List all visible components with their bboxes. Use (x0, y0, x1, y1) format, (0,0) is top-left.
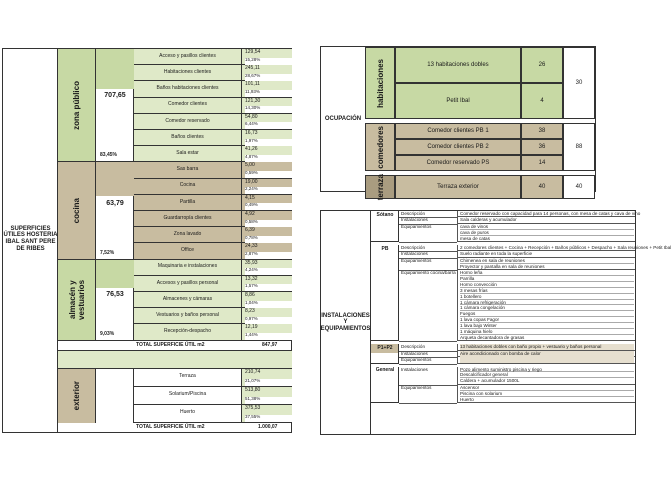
instalaciones-value-line: 1 lava bajo Winter (460, 323, 634, 329)
ocupacion-group-total: 40 (563, 175, 595, 199)
zone-subtotal-band (96, 49, 134, 89)
ocupacion-row-value: 36 (521, 139, 563, 155)
exterior-row-value-cell (242, 405, 292, 423)
instalaciones-level-name: PB (371, 245, 399, 254)
surface-spacer-row (58, 351, 292, 369)
instalaciones-level-cell (371, 211, 399, 242)
ocupacion-row-value: 4 (521, 83, 563, 119)
instalaciones-level-name: Sótano (371, 211, 399, 220)
instalaciones-value-line: 1 cámara congelación (460, 305, 634, 311)
zone-label-cell (58, 260, 96, 341)
exterior-subtotal-cell (96, 369, 134, 423)
exterior-row-label: Solarium/Piscina (134, 387, 242, 405)
instalaciones-row-key: Instalaciones (401, 217, 428, 223)
zone-percent: 9,03% (100, 330, 115, 337)
surface-row-pct: 14,30% (245, 106, 292, 113)
ocupacion-row-value: 14 (521, 155, 563, 171)
instalaciones-value-line: Fuegos (460, 311, 634, 317)
zone-label-cell (58, 49, 96, 162)
instalaciones-row-values (457, 357, 635, 363)
instalaciones-value-line: Horno leña (460, 270, 634, 276)
exterior-row-value: 375,53 (245, 404, 261, 411)
surface-row-pct: 2,24% (245, 187, 292, 194)
instalaciones-level-cell (371, 367, 399, 403)
surface-row-label: Comedor clientes (134, 98, 242, 114)
instalaciones-row-key: Equipamientos (401, 257, 432, 263)
instalaciones-value-line: Arqueta decantadora de grasas (460, 334, 525, 340)
surface-row-label: Zona lavado (134, 227, 242, 243)
instalaciones-row-key: Instalaciones (401, 366, 428, 372)
instalaciones-row-values (457, 270, 635, 341)
exterior-row-value-cell (242, 387, 292, 405)
instalaciones-value-line: 2 comedores clientes + Cocina + Recepción + Baños públicos + Despacho + Sala reuniones + Petit Ibal (460, 245, 671, 250)
surface-row-pct: 1,44% (245, 333, 292, 340)
surface-row-label: Cocina (134, 179, 242, 195)
zone-subtotal-band (96, 260, 134, 288)
surface-main-label: SUPERFICIES ÚTILES HOSTERIA IBAL SANT PERE DE RIBES (3, 225, 58, 252)
surface-row-value: 13,32 (245, 275, 258, 282)
surface-row-value: 54,80 (245, 113, 258, 120)
ocupacion-group-total: 88 (563, 123, 595, 171)
instalaciones-key-divider (399, 364, 457, 365)
instalaciones-value-line: 3 mesas frías (460, 288, 634, 294)
ocupacion-table (320, 46, 596, 201)
instalaciones-row-key: Equipamientos (401, 357, 432, 363)
surface-row-label: Acceso y pasillos clientes (134, 49, 242, 65)
ocupacion-group-label: habitaciones (375, 58, 385, 108)
surface-row-label: Recepción-despacho (134, 324, 242, 340)
surface-row-value-cell (242, 243, 292, 259)
surface-row-label: Guardarropía clientes (134, 211, 242, 227)
zone-subtotal: 707,65 (104, 91, 126, 99)
instalaciones-row-key: Instalaciones (401, 350, 428, 356)
instalaciones-level-name: P1+P2 (371, 344, 399, 353)
exterior-row-label: Terraza (134, 369, 242, 387)
surface-row-label: Sala estar (134, 146, 242, 162)
surface-row-value-cell (242, 65, 292, 81)
surface-row-pct: 0,58% (245, 220, 292, 227)
instalaciones-row-key: Equipamientos (401, 384, 432, 390)
instalaciones-value-line: Suelo radiante en toda la superficie (460, 251, 533, 257)
surface-row-value: 129,54 (245, 49, 261, 55)
surface-row-label: Sas barra (134, 162, 242, 178)
ocupacion-group-label: terraza (375, 173, 385, 201)
exterior-label-cell (58, 369, 96, 423)
surface-row-label: Accesos y pasillos personal (134, 276, 242, 292)
instalaciones-value-line: cava de puros (460, 230, 634, 236)
surface-row-pct: 4,87% (245, 155, 292, 162)
surface-row-value-cell (242, 49, 292, 65)
instalaciones-level-cell (371, 245, 399, 341)
instalaciones-key-divider (399, 403, 457, 404)
surface-row-label: Baños clientes (134, 130, 242, 146)
surface-row-pct: 0,78% (245, 236, 292, 243)
instalaciones-row-values (457, 367, 635, 385)
instalaciones-value-line: Parrilla (460, 276, 634, 282)
zone-percent: 83,45% (100, 152, 117, 159)
exterior-total-value: 1.000,07 (258, 423, 278, 430)
surface-row-pct: 1,57% (245, 284, 292, 291)
zone-percent: 7,52% (100, 249, 115, 256)
instalaciones-value-line: 1 máquina hielo (460, 329, 634, 335)
instalaciones-value-line: Proyector y pantalla en sala de reuniones (460, 263, 545, 269)
instalaciones-row-key: Equipamientos (401, 223, 432, 229)
surface-row-pct: 0,59% (245, 171, 292, 178)
ocupacion-row-label: Terraza exterior (395, 175, 521, 199)
zone-subtotal: 63,79 (106, 199, 124, 207)
surface-row-value: 19,00 (245, 178, 258, 185)
surface-row-value-cell (242, 324, 292, 340)
surface-row-value: 16,73 (245, 130, 258, 136)
instalaciones-value-line: Caldera + acumulador 1500L (460, 378, 520, 384)
instalaciones-label: INSTALACIONES Y EQUIPAMIENTOS (321, 211, 371, 434)
surface-row-pct: 4,24% (245, 268, 292, 275)
instalaciones-value-line: Piscina con solarium (460, 391, 634, 397)
surface-row-pct: 11,93% (245, 90, 292, 97)
instalaciones-table (320, 210, 671, 435)
zone-subtotal-cell (96, 49, 134, 162)
exterior-row-value: 210,74 (245, 368, 261, 375)
surface-row-value-cell (242, 98, 292, 114)
surface-row-value-cell (242, 308, 292, 324)
surface-row-pct: 0,97% (245, 317, 292, 324)
surface-row-pct: 0,49% (245, 203, 292, 210)
surface-row-label: Comedor reservado (134, 114, 242, 130)
zone-subtotal-band (96, 162, 134, 196)
ocupacion-group-cell (365, 47, 395, 119)
instalaciones-row-key: Instalaciones (401, 251, 428, 257)
exterior-label: exterior (72, 380, 81, 411)
instalaciones-value-line: Pozo alimento suministro piscina y riego (460, 367, 634, 373)
surface-row-value: 6,39 (245, 227, 255, 234)
surface-row-value-cell (242, 114, 292, 130)
surface-row-value-cell (242, 195, 292, 211)
exterior-total-label: TOTAL SUPERFICIE ÚTIL m2 (136, 423, 205, 430)
instalaciones-key-divider (399, 341, 457, 342)
surface-row-value-cell (242, 276, 292, 292)
surface-row-value-cell (242, 162, 292, 178)
surface-row-value: 24,33 (245, 243, 258, 250)
instalaciones-value-line: Comedor reservado con capacidad para 14 personas, con mesa de catas y cava de vino (460, 211, 641, 216)
instalaciones-value-line: Descalcificador general (460, 372, 634, 378)
ocupacion-row-label: Petit Ibal (395, 83, 521, 119)
zone-label-cell (58, 162, 96, 259)
surface-row-label: Almacenes y cámaras (134, 292, 242, 308)
surface-row-value: 121,30 (245, 97, 261, 104)
surface-row-value: 8,86 (245, 292, 255, 298)
surface-row-label: Baños habitaciones clientes (134, 81, 242, 97)
surface-row-pct: 6,44% (245, 122, 292, 129)
surface-total-value: 847,97 (262, 341, 278, 348)
instalaciones-value-line: Huerto (460, 396, 474, 402)
ocupacion-row-label: Comedor clientes PB 1 (395, 123, 521, 139)
surface-row-value: 41,26 (245, 146, 258, 153)
instalaciones-value-line: Chimenea en sala de reuniones (460, 258, 634, 264)
surface-main-label-cell (3, 49, 58, 432)
instalaciones-row-key: Descripción (401, 344, 425, 350)
instalaciones-row-values (457, 385, 635, 403)
surface-row-value-cell (242, 146, 292, 162)
instalaciones-value-line: 1 lava copas Fagor (460, 317, 634, 323)
ocupacion-row-label: Comedor reservado PS (395, 155, 521, 171)
surface-row-value: 101,11 (245, 81, 260, 88)
surface-row-value: 8,23 (245, 308, 255, 315)
ocupacion-row-label: 13 habitaciones dobles (395, 47, 521, 83)
exterior-row-pct: 21,07% (245, 379, 292, 386)
exterior-row-pct: 37,55% (245, 415, 292, 422)
instalaciones-row-values (457, 224, 635, 242)
surface-row-value-cell (242, 260, 292, 276)
surface-row-pct: 2,87% (245, 252, 292, 259)
ocupacion-group-cell (365, 175, 395, 199)
instalaciones-value-line: 1 cámara refrigeración (460, 300, 634, 306)
instalaciones-value-line: Horno convección (460, 282, 634, 288)
zone-label: almacén y vestuarios (67, 279, 86, 320)
zone-subtotal-cell (96, 260, 134, 341)
instalaciones-value-line: Sala calderas y acumulador (460, 217, 517, 223)
surface-total-label: TOTAL SUPERFICIE ÚTIL m2 (136, 341, 205, 348)
ocupacion-row-value: 26 (521, 47, 563, 83)
surface-row-value: 5,00 (245, 162, 255, 169)
ocupacion-group-total: 30 (563, 47, 595, 119)
surface-row-label: Office (134, 243, 242, 259)
exterior-row-value-cell (242, 369, 292, 387)
instalaciones-row-key: Descripción (401, 245, 425, 250)
instalaciones-level-cell (371, 344, 399, 363)
surface-row-value: 4,92 (245, 211, 255, 217)
ocupacion-group-cell (365, 123, 395, 171)
zone-label: cocina (72, 197, 81, 224)
instalaciones-value-line: Ascensor (460, 385, 634, 391)
surface-row-pct: 28,67% (245, 74, 292, 81)
surface-row-value-cell (242, 227, 292, 243)
ocupacion-label: OCUPACIÓN (324, 115, 362, 122)
ocupacion-row-value: 38 (521, 123, 563, 139)
instalaciones-value-line: 1 botellero (460, 294, 634, 300)
surface-row-value: 35,93 (245, 259, 258, 266)
surface-row-pct: 1,04% (245, 301, 292, 308)
instalaciones-value-line: cava de vinos (460, 224, 634, 230)
surface-row-value-cell (242, 211, 292, 227)
instalaciones-value-line: mesa de catas (460, 235, 490, 241)
instalaciones-row-key: Equipamiento cocina/barra (401, 270, 456, 276)
surface-row-value-cell (242, 81, 292, 97)
exterior-row-label: Huerto (134, 405, 242, 423)
zone-subtotal-cell (96, 162, 134, 259)
surface-row-label: Maquinaria e instalaciones (134, 260, 242, 276)
zone-subtotal: 76,53 (106, 291, 124, 299)
surface-row-value-cell (242, 179, 292, 195)
instalaciones-row-values (457, 258, 635, 270)
surface-row-value-cell (242, 292, 292, 308)
surface-row-pct: 1,97% (245, 139, 292, 146)
exterior-row-value: 513,80 (245, 386, 261, 393)
instalaciones-value-line: Aire acondicionado con bomba de calor (460, 351, 634, 357)
surface-row-label: Habitaciones clientes (134, 65, 242, 81)
instalaciones-row-key: Descripción (401, 211, 425, 216)
ocupacion-row-value: 40 (521, 175, 563, 199)
instalaciones-value-line: 13 habitaciones dobles con baño propio + vestuario y baños personal (460, 344, 634, 350)
surface-row-value: 12,19 (245, 324, 258, 331)
exterior-row-pct: 51,38% (245, 397, 292, 404)
surface-row-label: Partilla (134, 195, 242, 211)
ocupacion-row-label: Comedor clientes PB 2 (395, 139, 521, 155)
ocupacion-group-label: comedores (375, 125, 385, 169)
instalaciones-value-line (460, 357, 634, 363)
surface-row-pct: 15,28% (245, 58, 292, 65)
instalaciones-level-name: General (371, 367, 399, 376)
surface-row-label: Vestuarios y baños personal (134, 308, 242, 324)
surface-row-value-cell (242, 130, 292, 146)
instalaciones-key-divider (399, 242, 457, 243)
surface-row-value: 245,11 (245, 65, 260, 72)
surface-row-value: 4,15 (245, 194, 255, 201)
surface-table (2, 48, 292, 433)
zone-label: zona público (72, 80, 81, 130)
